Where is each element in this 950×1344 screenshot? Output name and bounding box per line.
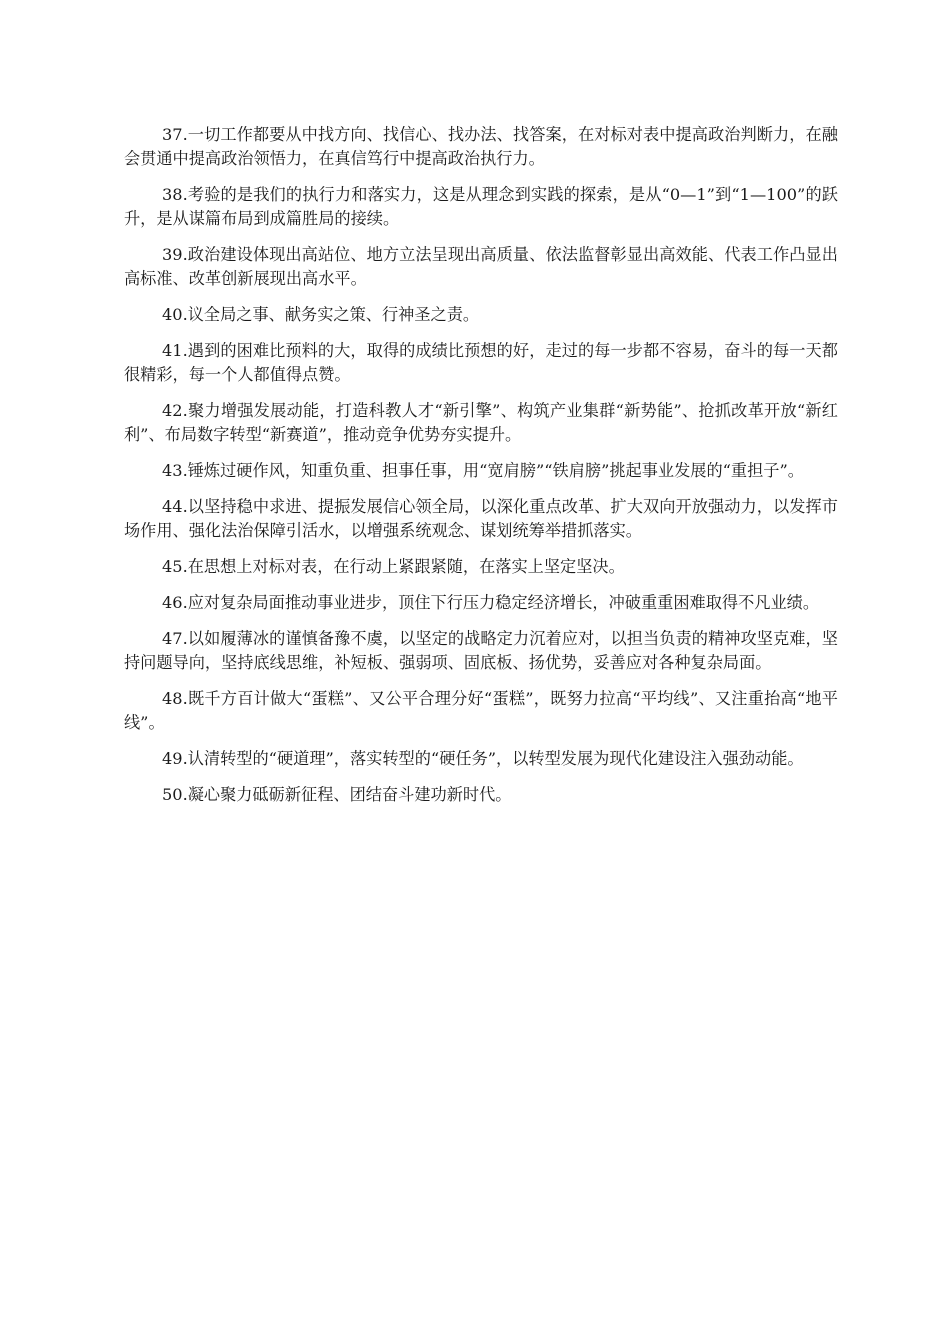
paragraph-44: 44.以坚持稳中求进、提振发展信心领全局，以深化重点改革、扩大双向开放强动力，以发挥市场作用、强化法治保障引活水，以增强系统观念、谋划统筹举措抓落实。: [124, 497, 838, 540]
paragraph-38: 38.考验的是我们的执行力和落实力，这是从理念到实践的探索，是从“0—1”到“1—100”的跃升，是从谋篇布局到成篇胜局的接续。: [124, 185, 838, 228]
paragraph-42: 42.聚力增强发展动能，打造科教人才“新引擎”、构筑产业集群“新势能”、抢抓改革开放“新红利”、布局数字转型“新赛道”，推动竞争优势夯实提升。: [124, 401, 838, 444]
paragraph-50: 50.凝心聚力砥砺新征程、团结奋斗建功新时代。: [162, 785, 512, 804]
paragraph-46: 46.应对复杂局面推动事业进步，顶住下行压力稳定经济增长，冲破重重困难取得不凡业绩。: [162, 593, 820, 612]
paragraph-49: 49.认清转型的“硬道理”，落实转型的“硬任务”，以转型发展为现代化建设注入强劲动能。: [162, 749, 804, 768]
paragraph-41: 41.遇到的困难比预料的大，取得的成绩比预想的好，走过的每一步都不容易，奋斗的每一天都很精彩，每一个人都值得点赞。: [124, 341, 838, 384]
document-body: [124, 123, 838, 819]
paragraph-37: 37.一切工作都要从中找方向、找信心、找办法、找答案，在对标对表中提高政治判断力，在融会贯通中提高政治领悟力，在真信笃行中提高政治执行力。: [124, 125, 838, 168]
paragraph-45: 45.在思想上对标对表，在行动上紧跟紧随，在落实上坚定坚决。: [162, 557, 625, 576]
paragraph-40: 40.议全局之事、献务实之策、行神圣之责。: [162, 305, 480, 324]
paragraph-47: 47.以如履薄冰的谨慎备豫不虞，以坚定的战略定力沉着应对，以担当负责的精神攻坚克难，坚持问题导向，坚持底线思维，补短板、强弱项、固底板、扬优势，妥善应对各种复杂局面。: [124, 629, 838, 672]
paragraph-39: 39.政治建设体现出高站位、地方立法呈现出高质量、依法监督彰显出高效能、代表工作凸显出高标准、改革创新展现出高水平。: [124, 245, 838, 288]
paragraph-43: 43.锤炼过硬作风，知重负重、担事任事，用“宽肩膀”“铁肩膀”挑起事业发展的“重担子”。: [162, 461, 804, 480]
paragraph-48: 48.既千方百计做大“蛋糕”、又公平合理分好“蛋糕”，既努力拉高“平均线”、又注重抬高“地平线”。: [124, 689, 838, 732]
